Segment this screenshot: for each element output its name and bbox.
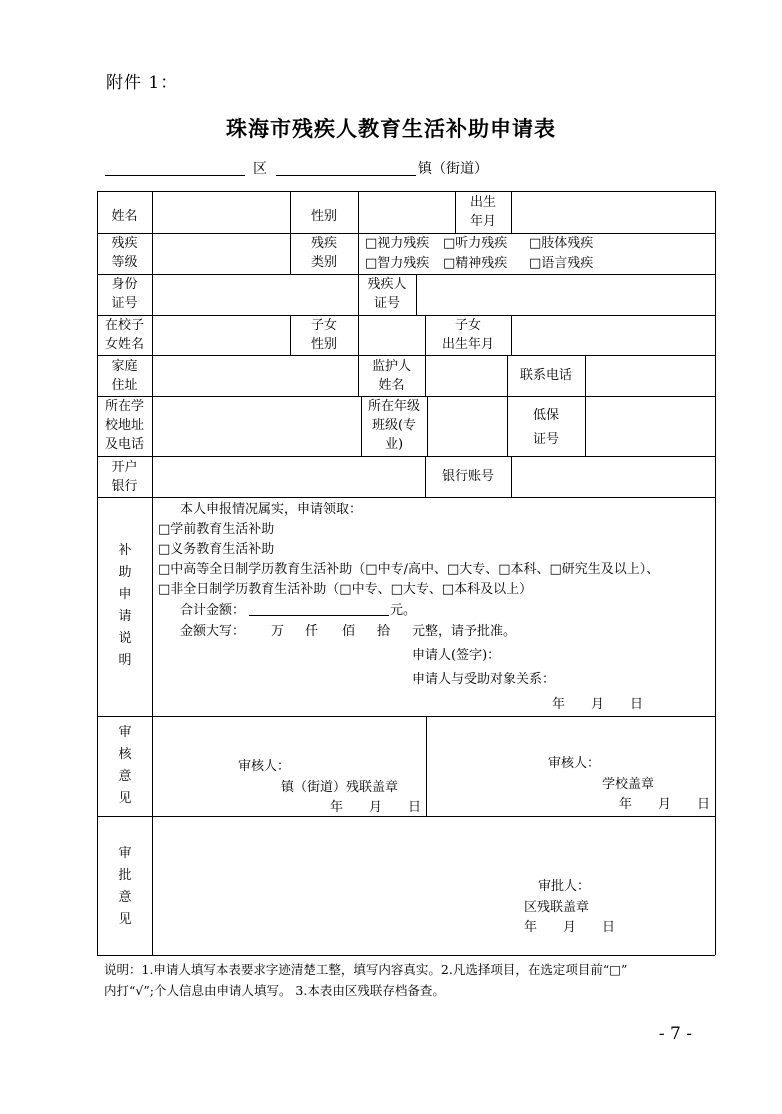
unit-bai: 佰 — [342, 624, 356, 639]
unit-qian: 仟 — [305, 624, 319, 639]
bank-label-2: 银行 — [111, 479, 138, 494]
right-review-date: 年 月 日 — [619, 797, 711, 812]
home-address-label-1: 家庭 — [111, 359, 138, 374]
disability-cert-label-2: 证号 — [373, 296, 400, 311]
unit-yuan-zheng: 元整，请予批准。 — [412, 624, 517, 639]
bank-label-1: 开户 — [111, 460, 138, 475]
unit-wan: 万 — [271, 624, 285, 639]
child-name-label-1: 在校子 — [104, 318, 144, 333]
disability-type-label-1: 残疾 — [310, 236, 337, 251]
total-amount-field[interactable] — [249, 615, 389, 616]
school-stamp-label: 学校盖章 — [602, 777, 655, 792]
approve-date: 年 月 日 — [524, 920, 616, 935]
apply-section-label: 补助申请说明 — [118, 543, 132, 668]
account-label: 银行账号 — [441, 469, 494, 484]
dibao-label-1: 低保 — [532, 408, 559, 423]
child-name-label-2: 女姓名 — [104, 337, 144, 352]
guardian-label-2: 姓名 — [378, 378, 405, 393]
town-stamp-label: 镇（街道）残联盖章 — [281, 780, 399, 795]
apply-date: 年 月 日 — [552, 697, 644, 712]
attachment-label: 附件 1： — [106, 73, 179, 93]
grade-label-2: 班级(专 — [371, 418, 417, 433]
guardian-label-1: 监护人 — [371, 359, 411, 374]
checkbox-visual[interactable]: □视力残疾 — [365, 236, 430, 251]
birth-label-1: 出生 — [469, 195, 496, 210]
district-stamp-label: 区残联盖章 — [524, 900, 590, 915]
unit-shi: 拾 — [377, 624, 391, 639]
town-label: 镇（街道） — [418, 161, 488, 177]
page-number: - 7 - — [658, 1024, 692, 1044]
applicant-signature-label: 申请人(签字)： — [412, 648, 501, 663]
id-label-2: 证号 — [111, 296, 138, 311]
notes-line-2: 内打“√”;个人信息由申请人填写。 3.本表由区残联存档备查。 — [104, 983, 445, 998]
child-birth-label-2: 出生年月 — [441, 337, 494, 352]
child-birth-label-1: 子女 — [454, 318, 481, 333]
applicant-relation-label: 申请人与受助对象关系： — [412, 672, 556, 687]
gender-label: 性别 — [310, 209, 337, 224]
total-amount-label: 合计金额： — [180, 603, 246, 618]
child-gender-label-2: 性别 — [310, 337, 337, 352]
town-blank[interactable] — [276, 175, 416, 176]
child-gender-label-1: 子女 — [310, 318, 337, 333]
disability-cert-label-1: 残疾人 — [367, 277, 407, 292]
name-label: 姓名 — [111, 209, 138, 224]
district-label: 区 — [253, 161, 267, 177]
disability-type-label-2: 类别 — [310, 255, 337, 270]
checkbox-hearing[interactable]: □听力残疾 — [443, 236, 508, 251]
apply-intro: 本人申报情况属实，申请领取： — [180, 502, 363, 517]
dibao-label-2: 证号 — [532, 432, 559, 447]
notes-line-1: 说明：1.申请人填写本表要求字迹清楚工整，填写内容真实。2.凡选择项目，在选定项目前“□” — [104, 962, 628, 977]
district-blank[interactable] — [105, 175, 245, 176]
apply-option-compulsory[interactable]: □义务教育生活补助 — [158, 542, 275, 557]
grade-label-3: 业) — [384, 437, 404, 452]
left-reviewer-label: 审核人： — [238, 759, 291, 774]
phone-label: 联系电话 — [519, 368, 572, 383]
approver-label: 审批人： — [538, 879, 591, 894]
checkbox-mental[interactable]: □精神残疾 — [443, 256, 508, 271]
form-title: 珠海市残疾人教育生活补助申请表 — [226, 116, 556, 141]
left-review-date: 年 月 日 — [330, 800, 422, 815]
apply-option-fulltime[interactable]: □中高等全日制学历教育生活补助（□中专/高中、□大专、□本科、□研究生及以上）、 — [158, 562, 660, 577]
grade-label-1: 所在年级 — [367, 399, 420, 414]
disability-level-label-2: 等级 — [111, 255, 138, 270]
checkbox-speech[interactable]: □语言残疾 — [529, 256, 594, 271]
total-amount-unit: 元。 — [390, 603, 417, 618]
apply-option-parttime[interactable]: □非全日制学历教育生活补助（□中专、□大专、□本科及以上） — [158, 582, 533, 597]
home-address-label-2: 住址 — [111, 378, 138, 393]
right-reviewer-label: 审核人： — [548, 756, 601, 771]
approve-section-label: 审批意见 — [118, 846, 132, 927]
birth-label-2: 年月 — [469, 214, 496, 229]
review-section-label: 审核意见 — [118, 725, 132, 806]
school-label-2: 校地址 — [104, 418, 144, 433]
apply-option-preschool[interactable]: □学前教育生活补助 — [158, 522, 275, 537]
checkbox-physical[interactable]: □肢体残疾 — [529, 236, 594, 251]
school-label-1: 所在学 — [104, 399, 144, 414]
school-label-3: 及电话 — [104, 437, 144, 452]
amount-uppercase-label: 金额大写： — [180, 624, 246, 639]
disability-level-label-1: 残疾 — [111, 236, 138, 251]
checkbox-intellectual[interactable]: □智力残疾 — [365, 256, 430, 271]
id-label-1: 身份 — [111, 277, 138, 292]
